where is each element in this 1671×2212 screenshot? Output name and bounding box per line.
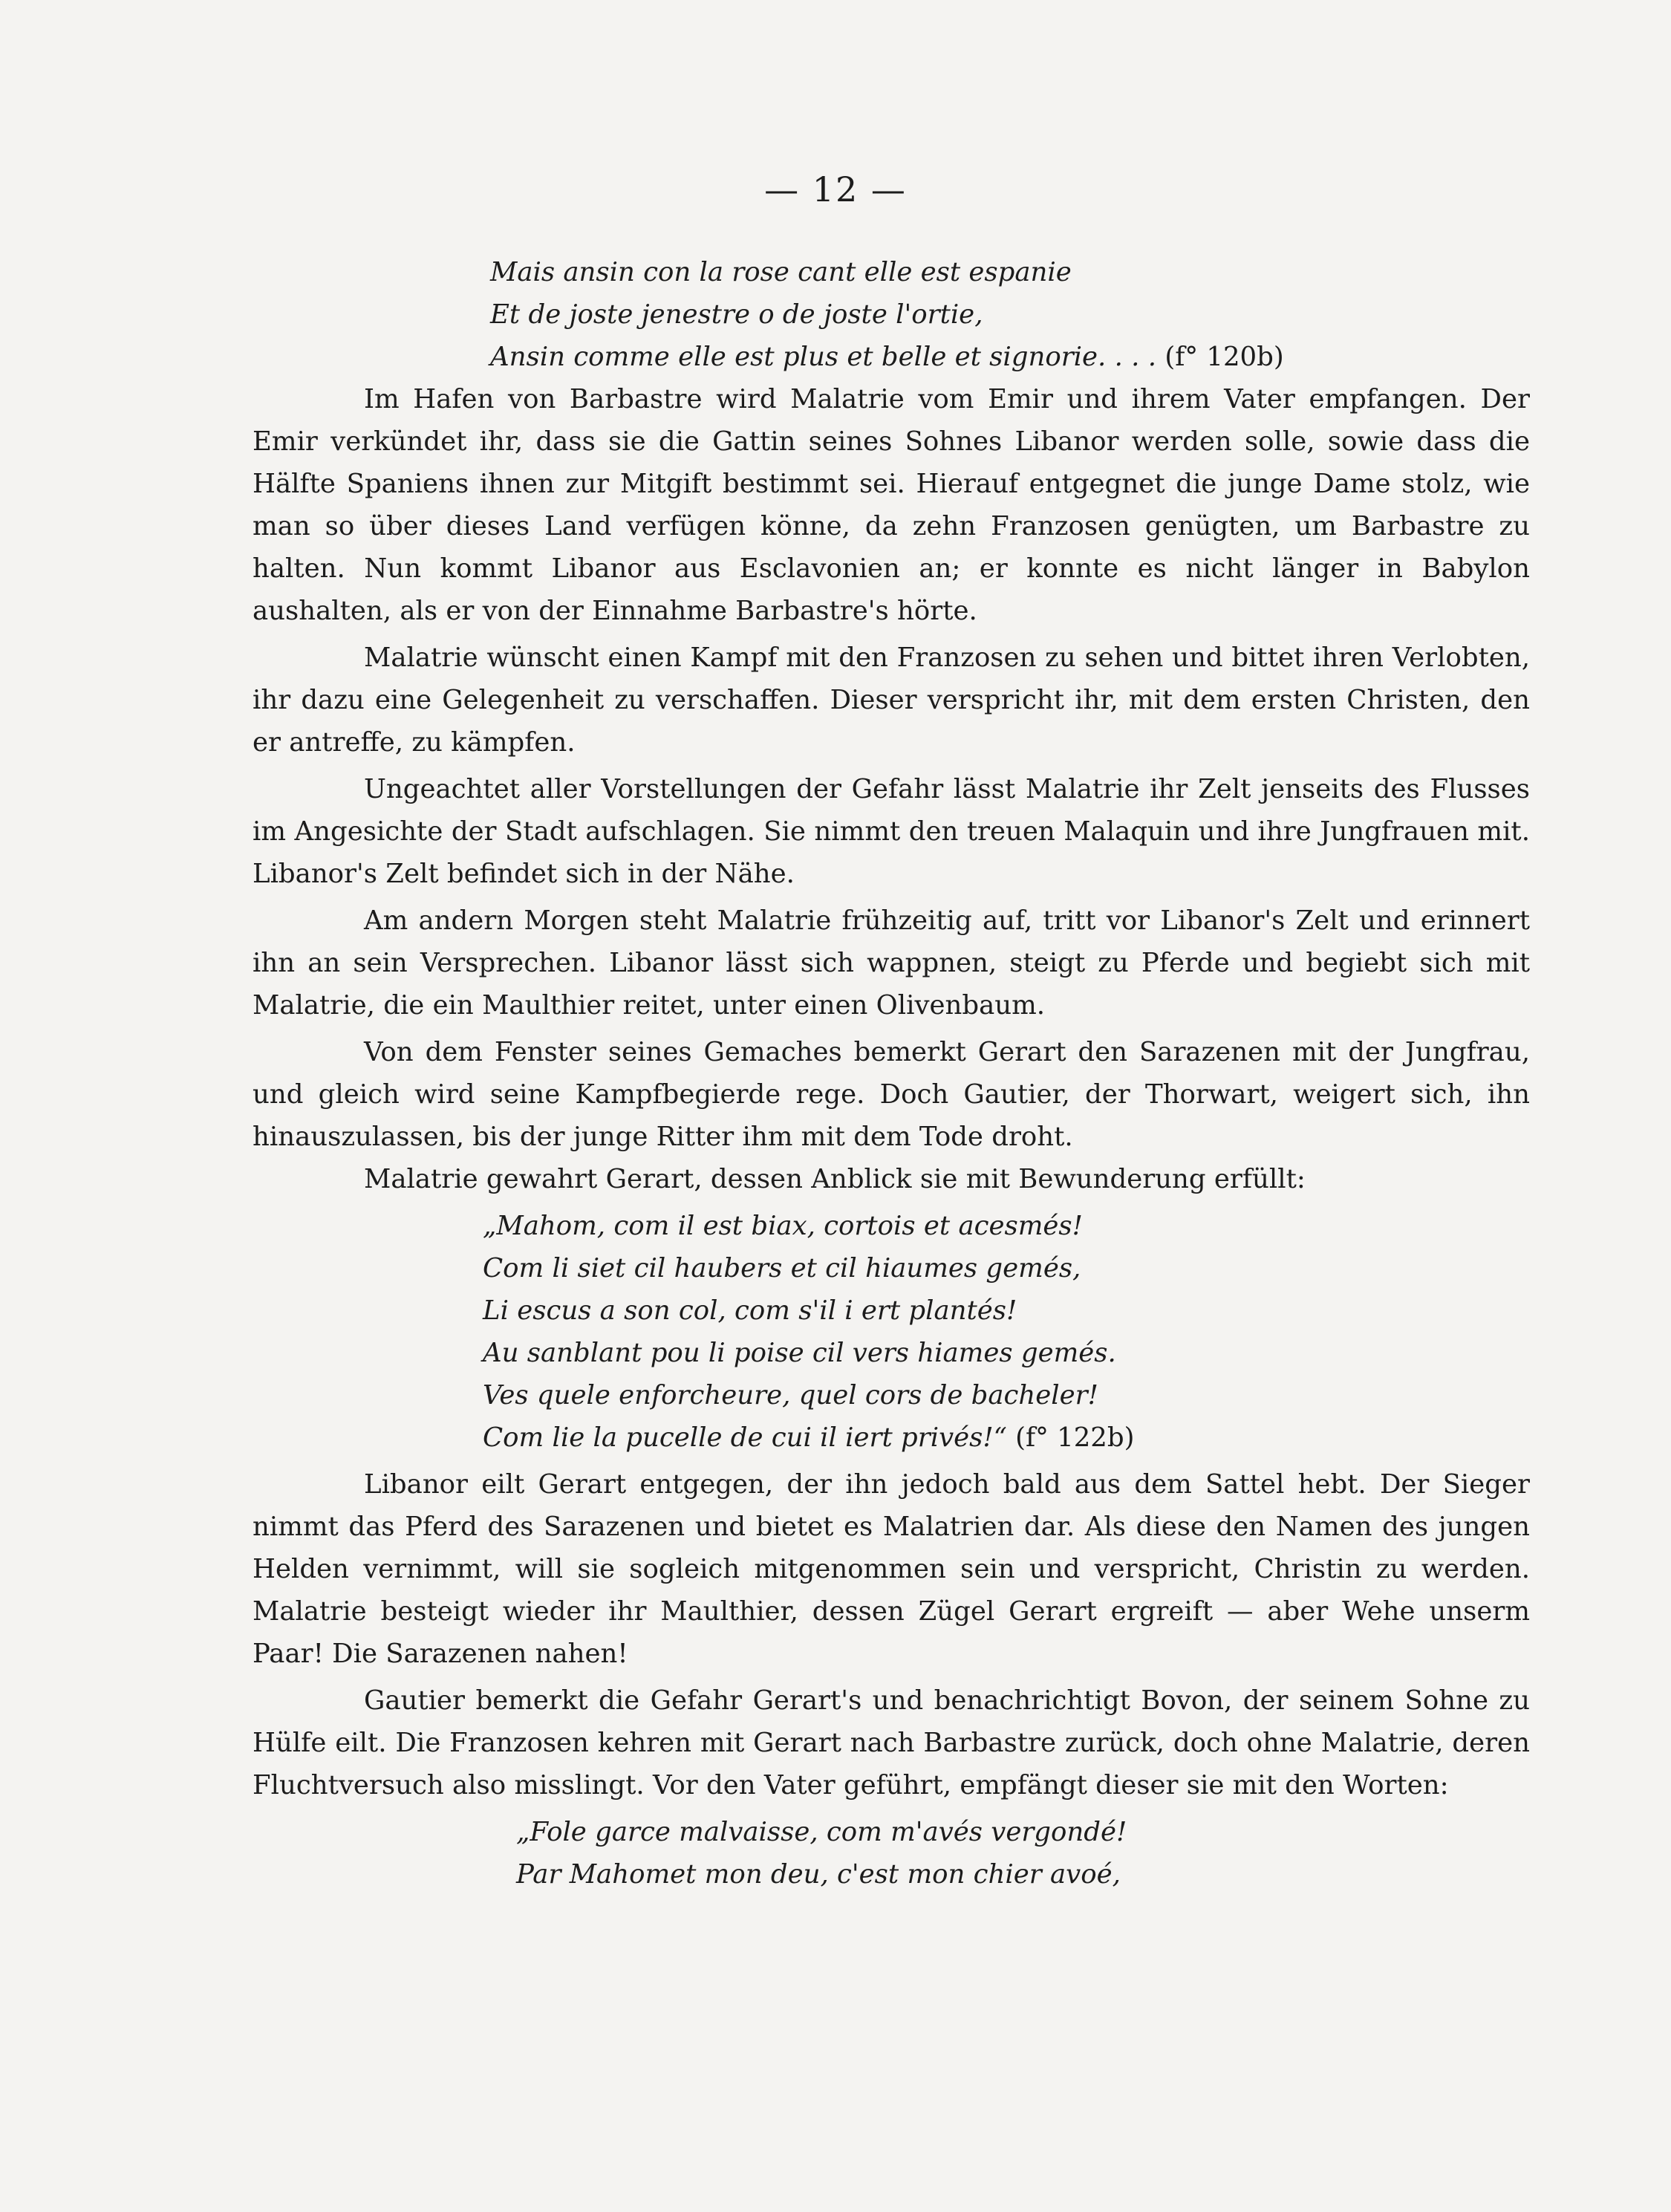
verse-line: Ves quele enforcheure, quel cors de bacheler! — [483, 1380, 1098, 1411]
paragraph: Am andern Morgen steht Malatrie frühzeitig auf, tritt vor Libanor's Zelt und erinnert ihn an sein Versprechen. Libanor lässt sich wappnen, steigt zu Pferde und begiebt sich mit Malatrie, die ein Maulthier reitet, unter einen Olivenbaum. — [253, 905, 1530, 1021]
verse-line-text: Com lie la pucelle de cui il iert privés!“ — [483, 1422, 1007, 1453]
verse-line — [253, 336, 1530, 378]
verse-quote-top — [253, 251, 1530, 378]
verse-quote-bottom — [253, 1811, 1530, 1896]
verse-line: „Mahom, com il est biax, cortois et acesmés! — [483, 1211, 1083, 1241]
verse-line-text: Ansin comme elle est plus et belle et signorie. . . . — [490, 342, 1157, 372]
paragraph: Libanor eilt Gerart entgegen, der ihn jedoch bald aus dem Sattel hebt. Der Sieger nimmt das Pferd des Sarazenen und bietet es Malatrien dar. Als diese den Namen des jungen Helden vernimmt, will sie sogleich mitgenommen sein und verspricht, Christin zu werden. Malatrie besteigt wieder ihr Maulthier, dessen Zügel Gerart ergreift — aber Wehe unserm Paar! Die Sarazenen nahen! — [253, 1469, 1530, 1669]
paragraph: Ungeachtet aller Vorstellungen der Gefahr lässt Malatrie ihr Zelt jenseits des Flusses im Angesichte der Stadt aufschlagen. Sie nimmt den treuen Malaquin und ihre Jungfrauen mit. Libanor's Zelt befindet sich in der Nähe. — [253, 774, 1530, 889]
paragraph: Malatrie gewahrt Gerart, dessen Anblick sie mit Bewunderung erfüllt: — [364, 1164, 1306, 1194]
verse-line: Au sanblant pou li poise cil vers hiames gemés. — [483, 1338, 1116, 1368]
body-text — [253, 251, 1530, 1900]
folio-citation: (f° 120b) — [1165, 342, 1284, 372]
folio-citation: (f° 122b) — [1015, 1422, 1135, 1453]
paragraph: Malatrie wünscht einen Kampf mit den Franzosen zu sehen und bittet ihren Verlobten, ihr dazu eine Gelegenheit zu verschaffen. Dieser verspricht ihr, mit dem ersten Christen, den er antreffe, zu kämpfen. — [253, 643, 1530, 758]
paragraph: Gautier bemerkt die Gefahr Gerart's und benachrichtigt Bovon, der seinem Sohne zu Hülfe eilt. Die Franzosen kehren mit Gerart nach Barbastre zurück, doch ohne Malatrie, deren Fluchtversuch also misslingt. Vor den Vater geführt, empfängt dieser sie mit den Worten: — [253, 1685, 1530, 1800]
page-number: — 12 — — [764, 169, 907, 209]
verse-quote-middle — [253, 1205, 1530, 1459]
verse-line: Et de joste jenestre o de joste l'ortie, — [490, 299, 983, 330]
verse-line: „Fole garce malvaisse, com m'avés vergondé! — [516, 1817, 1127, 1847]
paragraph: Im Hafen von Barbastre wird Malatrie vom Emir und ihrem Vater empfangen. Der Emir verkündet ihr, dass sie die Gattin seines Sohnes Libanor werden solle, sowie dass die Hälfte Spaniens ihnen zur Mitgift bestimmt sei. Hierauf entgegnet die junge Dame stolz, wie man so über dieses Land verfügen könne, da zehn Franzosen genügten, um Barbastre zu halten. Nun kommt Libanor aus Esclavonien an; er konnte es nicht länger in Babylon aushalten, als er von der Einnahme Barbastre's hörte. — [253, 384, 1530, 626]
verse-line: Li escus a son col, com s'il i ert plantés! — [483, 1295, 1017, 1326]
verse-line: Mais ansin con la rose cant elle est espanie — [490, 257, 1072, 287]
verse-line: Com li siet cil haubers et cil hiaumes gemés, — [483, 1253, 1081, 1284]
verse-line — [253, 1416, 1530, 1459]
paragraph: Von dem Fenster seines Gemaches bemerkt Gerart den Sarazenen mit der Jungfrau, und gleich wird seine Kampfbegierde rege. Doch Gautier, der Thorwart, weigert sich, ihn hinauszulassen, bis der junge Ritter ihm mit dem Tode droht. — [253, 1037, 1530, 1152]
verse-line: Par Mahomet mon deu, c'est mon chier avoé, — [516, 1859, 1121, 1890]
